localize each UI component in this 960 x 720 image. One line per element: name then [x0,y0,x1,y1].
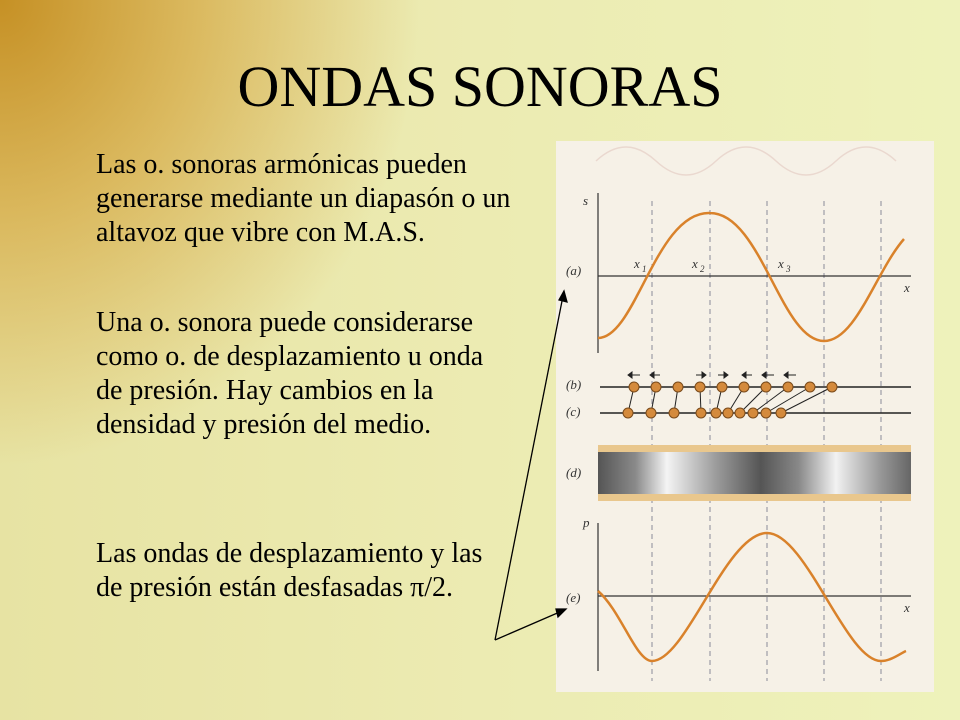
displacement-curve [598,213,904,341]
panel-b-label: (b) [566,377,582,392]
sound-wave-diagram [556,141,934,692]
x2-label: x [692,256,698,271]
panel-c-label: (c) [566,404,581,419]
x1-subscript: 1 [642,264,647,274]
paragraph-phase-shift: Las ondas de desplazamiento y las de presión están desfasadas π/2. [96,538,483,603]
panel-e-pressure [566,515,911,671]
paragraph-harmonic-sources: Las o. sonoras armónicas pueden generarse mediante un diapasón o un altavoz que vibre con M.A.S. [96,149,511,248]
slide-title: ONDAS SONORAS [237,54,723,119]
axis-x-label-a: x [904,280,910,295]
axis-x-label-e: x [904,600,910,615]
x1-label: x [634,256,640,271]
x3-label: x [778,256,784,271]
x3-subscript: 3 [786,264,791,274]
panel-a-displacement [566,193,911,353]
panel-d-tube [566,445,911,501]
panel-a-label: (a) [566,263,582,278]
axis-p-label: p [583,515,590,530]
panel-d-label: (d) [566,465,582,480]
paragraph-displacement-pressure: Una o. sonora puede considerarse como o. de desplazamiento u onda de presión. Hay cambios en la densidad y presión del medio. [96,307,484,440]
panel-b-c-particles [566,372,911,419]
panel-e-label: (e) [566,590,581,605]
axis-s-label: s [583,193,589,208]
sound-wave-figure [556,141,934,692]
pressure-curve [598,533,906,661]
x2-subscript: 2 [700,264,705,274]
arrow-to-panel-e [495,611,562,640]
